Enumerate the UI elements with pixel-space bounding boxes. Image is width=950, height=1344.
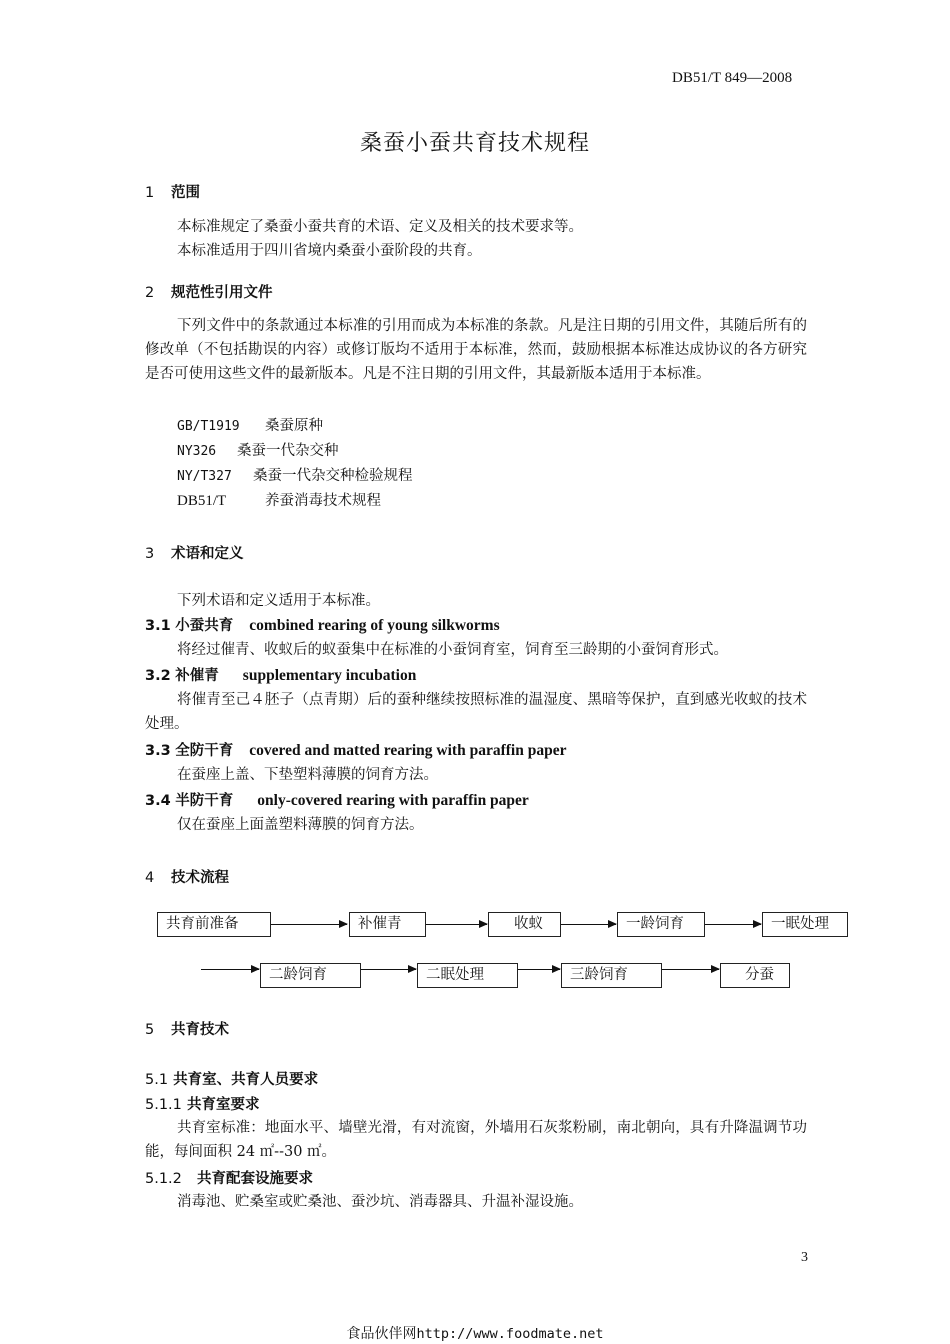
section-number: 3: [145, 546, 155, 562]
flow-arrow: [561, 924, 616, 925]
term-number: 3.1: [145, 618, 171, 634]
flow-step-first-instar: 一龄饲育: [617, 912, 705, 937]
reference-name: 养蚕消毒技术规程: [265, 493, 381, 509]
flow-step-third-instar: 三龄饲育: [561, 963, 662, 988]
flow-arrow: [271, 924, 347, 925]
term-chinese: 半防干育: [175, 793, 234, 809]
term-definition: 在蚕座上盖、下垫塑料薄膜的饲育方法。: [177, 767, 438, 783]
section-title: 范围: [171, 185, 200, 201]
reference-name: 桑蚕一代杂交种检验规程: [253, 468, 413, 484]
flow-step-supplementary-incubation: 补催青: [349, 912, 426, 937]
reference-item: [177, 489, 381, 510]
section-title: 技术流程: [171, 870, 229, 886]
page-number: 3: [801, 1250, 808, 1265]
flow-arrow: [361, 969, 416, 970]
section-3-heading: [145, 542, 244, 563]
section-4-heading: [145, 866, 229, 887]
term-number: 3.2: [145, 668, 171, 684]
flow-arrow: [518, 969, 560, 970]
standard-code: DB51/T 849—2008: [672, 70, 793, 86]
subsection-5-1-2-paragraph: 消毒池、贮桑室或贮桑池、蚕沙坑、消毒器具、升温补湿设施。: [177, 1194, 583, 1210]
term-chinese: 小蚕共育: [175, 618, 234, 634]
section-number: 1: [145, 185, 155, 201]
term-number: 3.3: [145, 743, 171, 759]
term-english: covered and matted rearing with paraffin paper: [249, 742, 567, 759]
term-english: supplementary incubation: [242, 667, 417, 684]
section-number: 5: [145, 1022, 155, 1038]
term-english: combined rearing of young silkworms: [249, 617, 500, 634]
term-heading: [145, 614, 500, 635]
reference-name: 桑蚕原种: [265, 418, 323, 434]
subsection-title: 共育配套设施要求: [196, 1171, 313, 1187]
subsection-number: 5.1: [145, 1072, 169, 1088]
flow-step-distribution: 分蚕: [720, 963, 790, 988]
flow-step-hatching: 收蚁: [488, 912, 561, 937]
footer: [0, 1323, 950, 1343]
flow-step-second-molt: 二眠处理: [417, 963, 518, 988]
term-definition: 仅在蚕座上面盖塑料薄膜的饲育方法。: [177, 817, 424, 833]
reference-code: NY326: [177, 444, 217, 459]
section-title: 共育技术: [171, 1022, 229, 1038]
reference-code: GB/T1919: [177, 419, 240, 434]
section-2-heading: [145, 281, 273, 302]
reference-code: DB51/T: [177, 493, 227, 509]
term-heading: [145, 739, 566, 760]
subsection-5-1-1-paragraph: 共育室标准：地面水平、墙壁光滑，有对流窗，外墙用石灰浆粉刷，南北朝向，具有升降温调节功能，每间面积 24 ㎡--30 ㎡。: [145, 1120, 807, 1160]
flow-arrow: [426, 924, 487, 925]
section-1-paragraph-1: 本标准规定了桑蚕小蚕共育的术语、定义及相关的技术要求等。: [177, 219, 583, 235]
flow-step-second-instar: 二龄饲育: [260, 963, 361, 988]
subsection-title: 共育室、共育人员要求: [173, 1072, 319, 1088]
subsection-5-1-1-heading: [145, 1093, 259, 1114]
section-2-paragraph: 下列文件中的条款通过本标准的引用而成为本标准的条款。凡是注日期的引用文件，其随后所有的修改单（不包括勘误的内容）或修订版均不适用于本标准，然而，鼓励根据本标准达成协议的各方研究是否可使用这些文件的最新版本。凡是不注日期的引用文件，其最新版本适用于本标准。: [145, 318, 807, 382]
term-heading: [145, 789, 529, 810]
reference-code: NY/T327: [177, 469, 232, 484]
subsection-number: 5.1.1: [145, 1097, 182, 1113]
reference-item: [177, 464, 413, 485]
term-definition: 将催青至己４胚子（点青期）后的蚕种继续按照标准的温湿度、黑暗等保护，直到感光收蚁的技术处理。: [145, 692, 807, 732]
section-1-heading: [145, 181, 200, 202]
section-5-heading: [145, 1018, 229, 1039]
term-definition: 将经过催青、收蚁后的蚁蚕集中在标准的小蚕饲育室，饲育至三龄期的小蚕饲育形式。: [177, 642, 728, 658]
section-number: 4: [145, 870, 155, 886]
term-chinese: 补催青: [175, 668, 219, 684]
subsection-number: 5.1.2: [145, 1171, 182, 1187]
flow-step-prep: 共育前准备: [157, 912, 271, 937]
section-1-paragraph-2: 本标准适用于四川省境内桑蚕小蚕阶段的共育。: [177, 243, 482, 259]
footer-site-name: 食品伙伴网: [346, 1326, 417, 1342]
flow-arrow: [662, 969, 719, 970]
footer-url-link[interactable]: http://www.foodmate.net: [416, 1326, 604, 1342]
section-title: 术语和定义: [171, 546, 244, 562]
document-title: 桑蚕小蚕共育技术规程: [359, 131, 590, 156]
subsection-5-1-heading: [145, 1068, 318, 1089]
flow-arrow: [201, 969, 259, 970]
term-chinese: 全防干育: [175, 743, 234, 759]
reference-item: [177, 439, 339, 460]
flow-arrow: [705, 924, 761, 925]
section-number: 2: [145, 285, 155, 301]
section-title: 规范性引用文件: [171, 285, 273, 301]
flow-step-first-molt: 一眠处理: [762, 912, 848, 937]
section-3-paragraph: 下列术语和定义适用于本标准。: [177, 593, 380, 609]
subsection-5-1-2-heading: [145, 1167, 313, 1188]
term-heading: [145, 664, 416, 685]
reference-item: [177, 414, 323, 435]
term-number: 3.4: [145, 793, 171, 809]
subsection-title: 共育室要求: [186, 1097, 260, 1113]
reference-name: 桑蚕一代杂交种: [237, 443, 339, 459]
term-english: only-covered rearing with paraffin paper: [257, 792, 529, 809]
